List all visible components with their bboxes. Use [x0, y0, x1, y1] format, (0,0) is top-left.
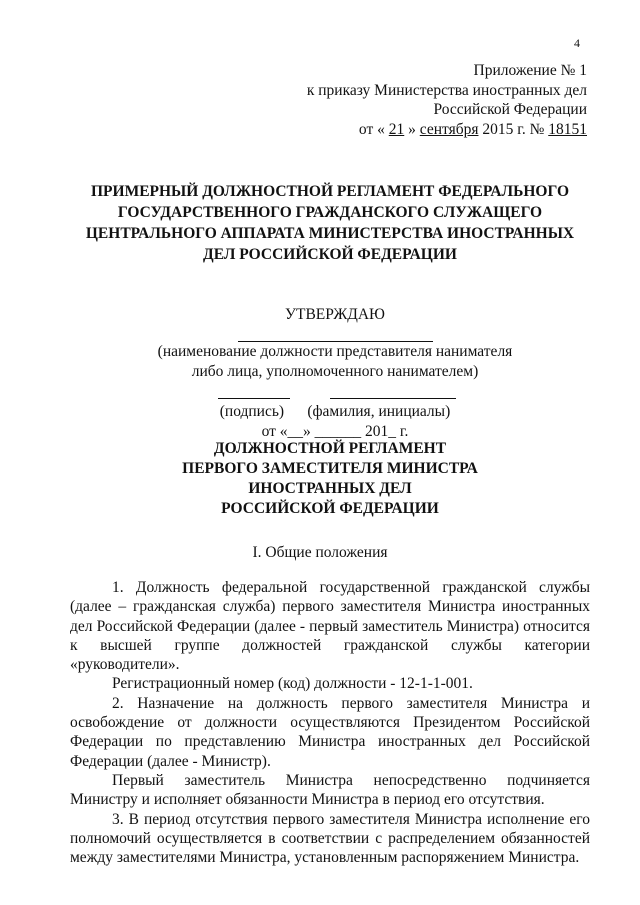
appendix-line-3: Российской Федерации [433, 101, 587, 118]
signature-blank-line [218, 398, 290, 399]
name-blank-line [330, 398, 456, 399]
document-title-line-3: ИНОСТРАННЫХ ДЕЛ [248, 480, 412, 497]
page-number: 4 [574, 36, 580, 50]
date-prefix: от « [358, 120, 389, 138]
position-blank-line [238, 327, 433, 342]
document-title [130, 439, 530, 519]
date-year: 2015 г. № [478, 120, 549, 138]
paragraph: Регистрационный номер (код) должности - 12-1-1-001. [112, 675, 473, 693]
signature-label: (подпись) [219, 403, 285, 420]
signature-labels [140, 402, 530, 422]
paragraph: 3. В период отсутствия первого заместителя Министра исполнение его полномочий осуществляется в соответствии с распределением обязанностей между заместителями Министра, установленным распоряжением Министра. [70, 810, 590, 867]
appendix-date-line [267, 120, 587, 140]
main-title: ПРИМЕРНЫЙ ДОЛЖНОСТНОЙ РЕГЛАМЕНТ ФЕДЕРАЛЬНОГО ГОСУДАРСТВЕННОГО ГРАЖДАНСКОГО СЛУЖАЩЕГО ЦЕНТРАЛЬНОГО АППАРАТА МИНИСТЕРСТВА ИНОСТРАННЫХ ДЕЛ РОССИЙСКОЙ ФЕДЕРАЦИИ [85, 183, 575, 263]
document-title-line-2: ПЕРВОГО ЗАМЕСТИТЕЛЯ МИНИСТРА [182, 460, 478, 477]
date-mid: » [404, 120, 420, 138]
document-title-line-1: ДОЛЖНОСТНОЙ РЕГЛАМЕНТ [213, 440, 447, 457]
paragraph: 1. Должность федеральной государственной гражданской службы (далее – гражданская служба) первого заместителя Министра иностранных дел Российской Федерации (далее - первый заместитель Министра) относится к высшей группе должностей гражданской службы категории «руководители». [70, 579, 590, 674]
order-day: 21 [388, 120, 405, 138]
section-title: I. Общие положения [252, 544, 388, 561]
appendix-line-1: Приложение № 1 [473, 62, 587, 79]
approval-block [140, 305, 530, 442]
document-title-line-4: РОССИЙСКОЙ ФЕДЕРАЦИИ [221, 500, 439, 517]
approve-word: УТВЕРЖДАЮ [285, 306, 385, 323]
order-month: сентября [419, 120, 479, 138]
appendix-block [267, 61, 587, 139]
paragraph: 2. Назначение на должность первого заместителя Министра и освобождение от должности осуществляются Президентом Российской Федерации по представлению Министра иностранных дел Российской Федерации (далее - Министр). [70, 694, 590, 770]
approval-desc-line-1: (наименование должности представителя нанимателя [157, 343, 513, 360]
name-label: (фамилия, инициалы) [307, 403, 451, 420]
appendix-line-2: к приказу Министерства иностранных дел [306, 81, 587, 99]
body-text [70, 578, 590, 867]
paragraph: Первый заместитель Министра непосредственно подчиняется Министру и исполняет обязанности Министра в период его отсутствия. [70, 771, 590, 809]
approval-desc-line-2: либо лица, уполномоченного нанимателем) [191, 363, 479, 380]
signature-blank-lines [140, 382, 530, 400]
order-number: 18151 [548, 120, 587, 138]
approval-date-line: от «__» ______ 201_ г. [261, 423, 409, 440]
